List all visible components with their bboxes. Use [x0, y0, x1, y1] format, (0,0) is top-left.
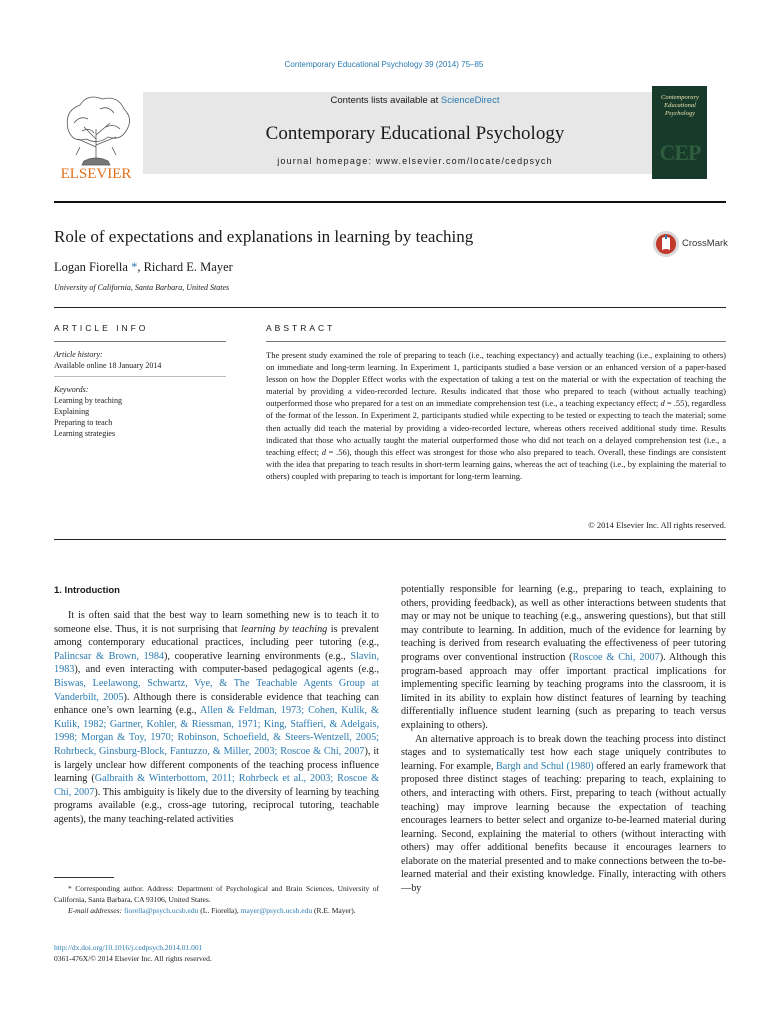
- homepage-prefix: journal homepage:: [277, 156, 376, 166]
- footnote-divider: [54, 877, 114, 878]
- body-text: ). Although there is considerable evidence that teaching can enhance one’s own learning (e.g.,: [54, 691, 380, 717]
- article-info-heading: ARTICLE INFO: [54, 323, 149, 333]
- body-text: offered an early framework that proposed three distinct stages of teaching: preparing to teach, explaining to others, and interacting with others. First, preparing to teach (without actually teaching) may improve learning because the expectation of teaching encourages learners to better select and organize to-be-learned material during learning. Second, explaining the material to others (without interacting with others) may offer additional benefits because it encourages learners to elaborate on the material presented and to make connections between the to-be-learned material and their existing knowledge. Finally, interacting with others—by: [401, 760, 726, 895]
- abstract-divider: [266, 341, 726, 342]
- keywords-divider: [54, 376, 226, 377]
- email-label: E-mail addresses:: [68, 906, 124, 915]
- contents-prefix: Contents lists available at: [330, 95, 441, 106]
- citation-link[interactable]: Palincsar & Brown, 1984: [54, 650, 165, 662]
- footnote-text: * Corresponding author. Address: Department of Psychological and Brain Sciences, University of California, Santa Barbara, CA 93106, United States.: [54, 884, 379, 904]
- author-name: Logan Fiorella: [54, 260, 128, 274]
- citation-link[interactable]: Roscoe & Chi, 2007: [572, 651, 660, 663]
- abstract-text: [266, 349, 726, 482]
- citation-link[interactable]: Bargh and Schul (1980): [496, 760, 594, 772]
- issn-copyright: 0361-476X/© 2014 Elsevier Inc. All rights reserved.: [54, 954, 212, 963]
- author-separator: ,: [137, 260, 144, 274]
- footnote-emails: [54, 905, 379, 916]
- effect-size-symbol: d: [321, 446, 326, 457]
- abstract-segment: The present study examined the role of preparing to teach (i.e., teaching expectancy) and actually teaching (i.e., explaining to others) on immediate and long-term learning. In Experiment 1, participants studied a base version or an enhanced version of a paper-based lesson on how the Doppler Effect works with the expectation of taking a test on the material or with the expectation of teaching the material by providing a video-recorded lecture. Results indicated that those who prepared to teach (without actually teaching) outperformed those who prepared for a test on an immediate comprehension test (i.e., a teaching expectancy effect;: [266, 350, 726, 409]
- body-text: It is often said that the best way to learn something new is to teach it to someone else. Thus, it is not surprising that: [54, 610, 379, 635]
- abstract-bottom-divider: [54, 539, 726, 540]
- history-label: Article history:: [54, 350, 103, 359]
- email-link[interactable]: fiorella@psych.ucsb.edu: [123, 906, 199, 915]
- journal-name: Contemporary Educational Psychology: [265, 123, 565, 144]
- contents-line: [143, 95, 687, 106]
- sciencedirect-link[interactable]: ScienceDirect: [440, 95, 500, 106]
- elsevier-logo: [54, 89, 138, 182]
- keyword-item: Explaining: [54, 407, 90, 416]
- body-text: ). This ambiguity is likely due to the diversity of learning by teaching programs available (e.g., cross-age tutoring, reciprocal tutoring, teachable agents), the many teaching-related activities: [54, 786, 379, 825]
- citation-link[interactable]: Galbraith & Winterbottom, 2011; Rohrbeck et al., 2003; Roscoe & Chi, 2007: [54, 773, 379, 798]
- crossmark-icon: [652, 230, 680, 258]
- abstract-heading: ABSTRACT: [266, 323, 336, 333]
- corresponding-author-marker[interactable]: *: [127, 260, 138, 274]
- citation-link[interactable]: Slavin, 1983: [54, 650, 380, 676]
- keyword-item: Learning strategies: [54, 429, 116, 438]
- body-text: is prevalent among contemporary educational practices, including peer tutoring (e.g.,: [54, 623, 379, 649]
- article-info-divider: [54, 341, 226, 342]
- doi-link[interactable]: http://dx.doi.org/10.1016/j.cedpsych.2014.01.001: [54, 943, 203, 952]
- citation-link[interactable]: Allen & Feldman, 1973; Cohen, Kulik, & Kulik, 1982; Gartner, Kohler, & Riessman, 1971; King, Staffieri, & Adelgais, 1998; Morgan & Toy, 1970; Robinson, Schoefield, & Steers-Wentzell, 2005; Rohrbeck, Ginsburg-Block, Fantuzzo, & Miller, 2003; Roscoe & Chi, 2007: [54, 705, 379, 757]
- keyword-item: Preparing to teach: [54, 418, 113, 427]
- journal-citation[interactable]: Contemporary Educational Psychology 39 (2014) 75–85: [284, 60, 484, 69]
- body-paragraph: [401, 583, 726, 733]
- effect-size-symbol: d: [660, 398, 665, 409]
- citation-link[interactable]: Biswas, Leelawong, Schwartz, Vye, & The Teachable Agents Group at Vanderbilt, 2005: [54, 677, 379, 703]
- page-footer: [54, 942, 212, 964]
- author-affiliation: University of California, Santa Barbara, United States: [54, 283, 230, 292]
- journal-banner: [143, 92, 687, 174]
- keywords-label: Keywords:: [54, 385, 89, 394]
- abstract-segment: = .56), though this effect was strongest for those who also prepared to teach. Overall, these findings are consistent with the idea that preparing to teach results in short-term learning gains, whereas the act of teaching (i.e., by explaining the material to others) coupled with preparing to teach is important for long-term learning.: [266, 446, 726, 481]
- body-text: ), cooperative learning environments (e.g.,: [164, 650, 351, 662]
- body-text: ), it is largely unclear how different components of the teaching process influence learning (: [54, 745, 379, 785]
- body-column-right: [401, 583, 726, 896]
- keyword-item: Learning by teaching: [54, 396, 122, 405]
- emphasis-text: learning by teaching: [241, 623, 328, 635]
- body-text: ). Although this program-based approach may offer important practical implications for implementing specific learning by teaching programs into the classroom, it is limited in its ability to explain how distinct features of learning by teaching differentially influence student learning (such as preparing to teach versus explaining to others).: [401, 651, 726, 731]
- author-list: [54, 260, 233, 275]
- email-owner: (R.E. Mayer).: [312, 906, 356, 915]
- body-paragraph: [401, 733, 726, 896]
- body-paragraph: [54, 609, 379, 827]
- email-owner: (L. Fiorella),: [198, 906, 241, 915]
- cover-title: Contemporary Educational Psychology: [661, 94, 699, 117]
- history-value: Available online 18 January 2014: [54, 361, 162, 370]
- journal-masthead: [54, 89, 727, 184]
- body-text: ), and even interacting with computer-based pedagogical agents (e.g.,: [74, 664, 379, 676]
- section-heading-introduction: 1. Introduction: [54, 585, 120, 596]
- article-history: [54, 349, 226, 371]
- abstract-segment: = .55), regardless of the format of the lesson. In Experiment 2, participants studied while expecting to be tested or expecting to teach the material; some then actually did teach the material by providing a video-recorded lecture, whereas others received additional study time. Results indicated that those who actually taught the material outperformed those who did not teach on a delayed comprehension test (i.e., a teaching effect;: [266, 398, 726, 457]
- body-text: potentially responsible for learning (e.g., preparing to teach, explaining to others, providing feedback), as well as other interactions between students that may or may not be unique to teaching (e.g., answering questions), but that still may contribute to learning. In addition, much of the evidence for learning by teaching is derived from research evaluating the effectiveness of peer tutoring programs over conventional instruction (: [401, 584, 726, 663]
- cover-letters: CEP: [659, 140, 701, 165]
- article-title: Role of expectations and explanations in learning by teaching: [54, 227, 474, 246]
- email-link[interactable]: mayer@psych.ucsb.edu: [240, 906, 313, 915]
- affiliation-divider: [54, 307, 726, 308]
- keywords-block: [54, 384, 226, 439]
- journal-cover-image: [652, 86, 707, 179]
- author-name: Richard E. Mayer: [143, 260, 233, 274]
- crossmark-label: CrossMark: [682, 238, 728, 249]
- body-text: An alternative approach is to break down the teaching process into distinct stages and to systematically test how each stage uniquely contributes to learning. For example,: [401, 733, 726, 772]
- crossmark-badge[interactable]: [652, 230, 728, 258]
- body-column-left: [54, 609, 379, 827]
- abstract-copyright: © 2014 Elsevier Inc. All rights reserved.: [588, 520, 726, 530]
- publisher-wordmark: ELSEVIER: [60, 166, 132, 182]
- corresponding-author-footnote: [54, 883, 379, 916]
- homepage-url[interactable]: www.elsevier.com/locate/cedpsych: [375, 156, 553, 166]
- header-divider: [54, 201, 726, 203]
- journal-homepage: [143, 156, 687, 166]
